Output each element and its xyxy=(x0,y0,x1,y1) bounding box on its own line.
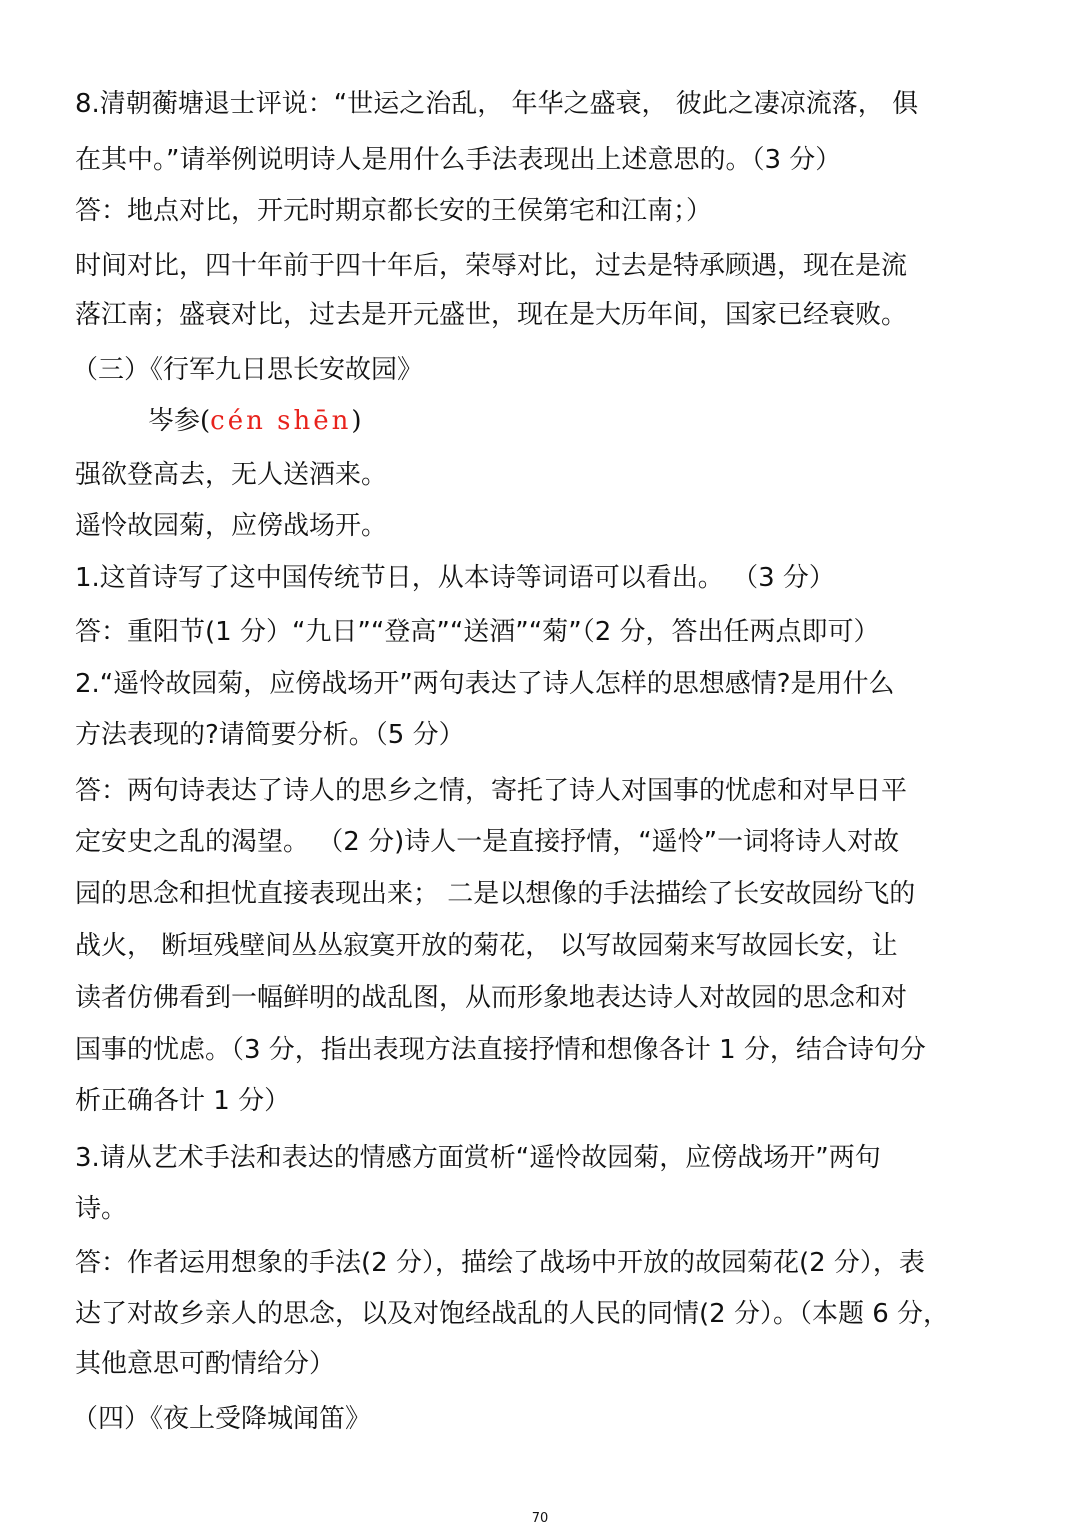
q2-answer-line-3: 园的思念和担忧直接表现出来； 二是以想像的手法描绘了长安故园纷飞的 xyxy=(75,879,916,909)
q2-answer-line-1: 答：两句诗表达了诗人的思乡之情，寄托了诗人对国事的忧虑和对早日平 xyxy=(75,776,908,806)
q8-answer-line-2: 时间对比，四十年前于四十年后，荣辱对比，过去是特承顾遇，现在是流 xyxy=(75,251,908,281)
pinyin-close-paren: ) xyxy=(351,406,362,436)
q2-answer-line-5: 读者仿佛看到一幅鲜明的战乱图，从而形象地表达诗人对故园的思念和对 xyxy=(75,983,908,1013)
q1-question: 1.这首诗写了这中国传统节日，从本诗等词语可以看出。 （3 分） xyxy=(75,563,835,593)
q8-answer-line-3: 落江南；盛衰对比，过去是开元盛世，现在是大历年间，国家已经衰败。 xyxy=(75,300,908,330)
pinyin-open-paren: ( xyxy=(200,406,211,436)
q8-answer-line-1: 答：地点对比，开元时期京都长安的王侯第宅和江南；） xyxy=(75,196,713,226)
q3-answer-line-2: 达了对故乡亲人的思念，以及对饱经战乱的人民的同情(2 分）。（本题 6 分， xyxy=(75,1299,950,1329)
q3-answer-line-3: 其他意思可酌情给分） xyxy=(75,1349,336,1379)
q3-answer-line-1: 答：作者运用想象的手法(2 分），描绘了战场中开放的故园菊花(2 分），表 xyxy=(75,1248,925,1278)
author-pinyin: cén shēn xyxy=(210,406,352,436)
author-name: 岑参 xyxy=(148,406,201,436)
page-number: 70 xyxy=(531,1511,549,1526)
q2-answer-line-6: 国事的忧虑。（3 分，指出表现方法直接抒情和想像各计 1 分，结合诗句分 xyxy=(75,1035,926,1065)
q3-question-line-1: 3.请从艺术手法和表达的情感方面赏析“遥怜故园菊，应傍战场开”两句 xyxy=(75,1143,881,1173)
poem-line-2: 遥怜故园菊，应傍战场开。 xyxy=(75,511,388,541)
poem-author xyxy=(148,404,362,438)
poem-line-1: 强欲登高去，无人送酒来。 xyxy=(75,460,388,490)
section-3-poem-title: 《行军九日思长安故园》 xyxy=(150,355,424,385)
q2-answer-line-4: 战火， 断垣残壁间丛丛寂寞开放的菊花， 以写故园菊来写故园长安，让 xyxy=(75,931,898,961)
q2-answer-line-7: 析正确各计 1 分） xyxy=(75,1086,291,1116)
q8-question-line-2: 在其中。”请举例说明诗人是用什么手法表现出上述意思的。（3 分） xyxy=(75,145,842,175)
section-4-heading: （四）《夜上受降城闻笛》 xyxy=(72,1404,372,1434)
q2-question-line-2: 方法表现的?请简要分析。（5 分） xyxy=(75,720,465,750)
section-3-heading xyxy=(72,353,423,387)
section-3-number: （三） xyxy=(72,355,151,385)
q2-question-line-1: 2.“遥怜故园菊，应傍战场开”两句表达了诗人怎样的思想感情?是用什么 xyxy=(75,669,895,699)
q2-answer-line-2: 定安史之乱的渴望。 （2 分)诗人一是直接抒情，“遥怜”一词将诗人对故 xyxy=(75,827,900,857)
q3-question-line-2: 诗。 xyxy=(75,1194,128,1224)
q1-answer: 答：重阳节(1 分）“九日”“登高”“送酒”“菊”（2 分，答出任两点即可） xyxy=(75,617,880,647)
q8-question-line-1: 8.清朝蘅塘退士评说：“世运之治乱， 年华之盛衰， 彼此之凄凉流落， 俱 xyxy=(75,89,919,119)
